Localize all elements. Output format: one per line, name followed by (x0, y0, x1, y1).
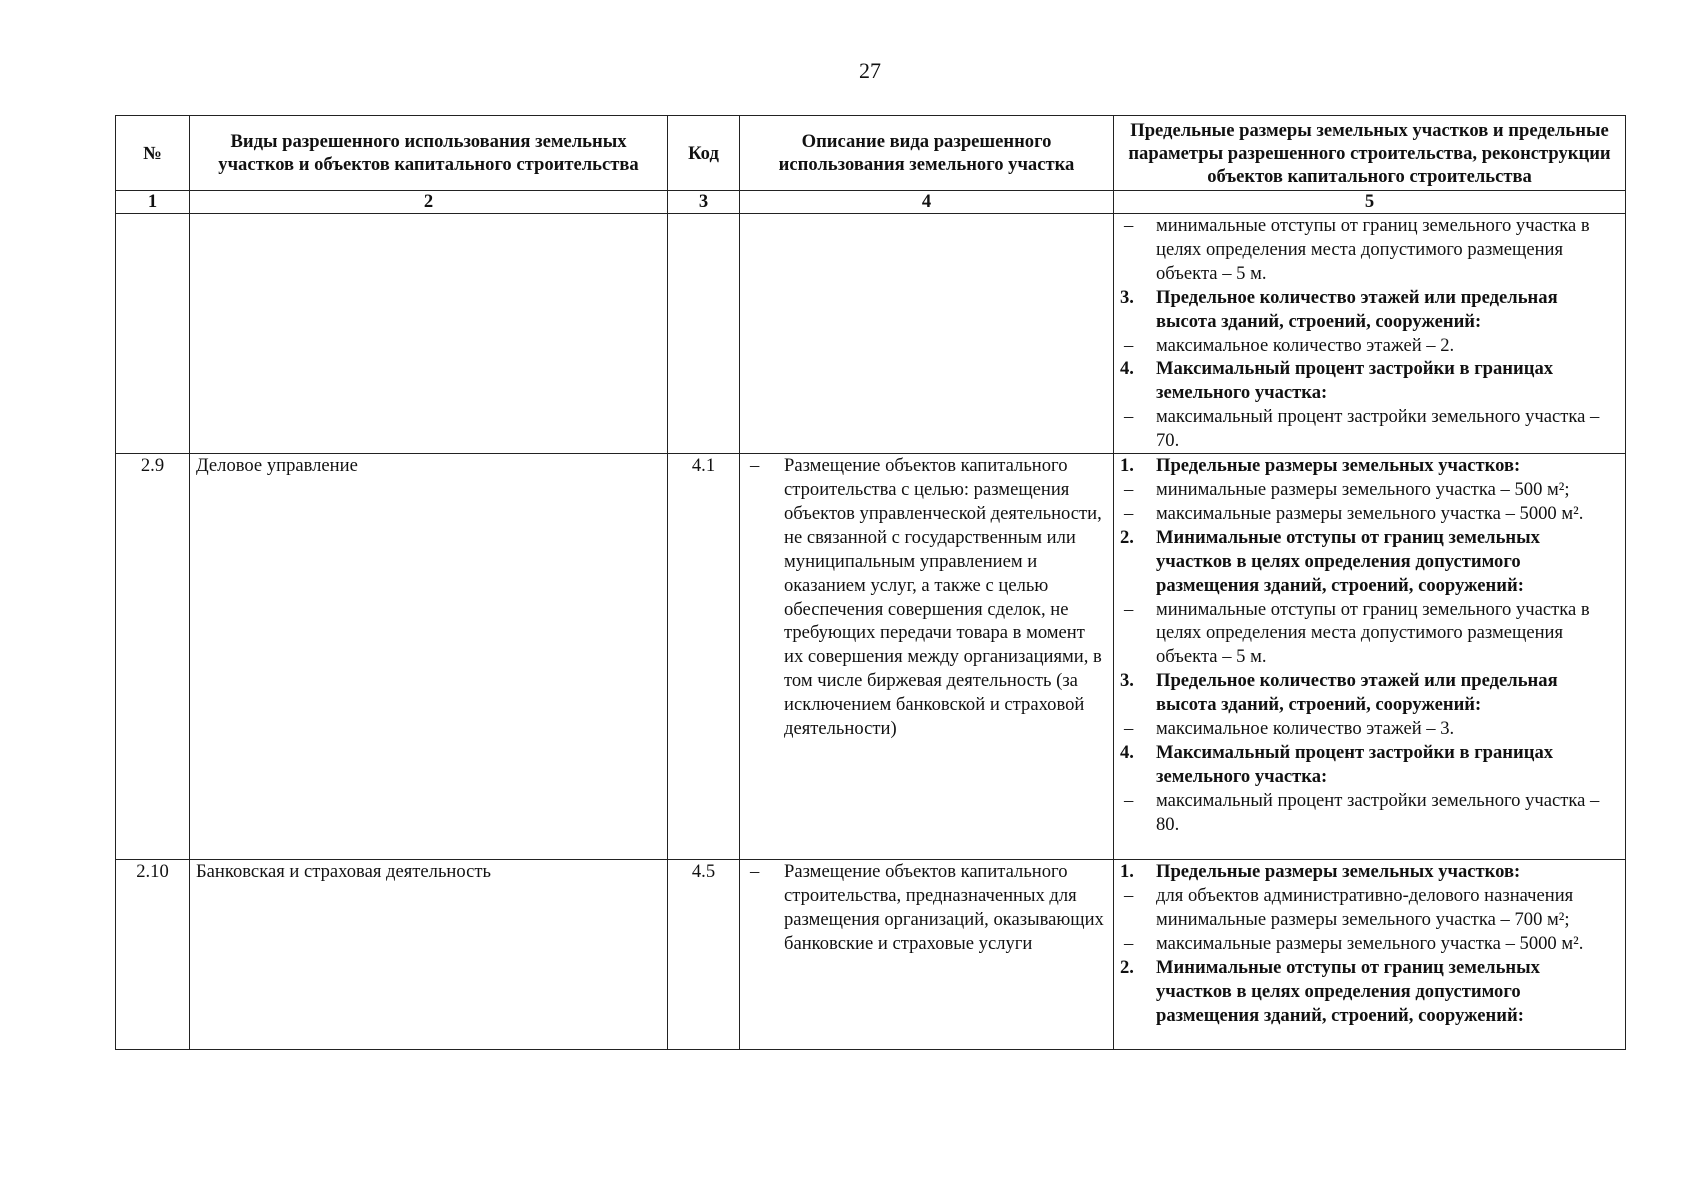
list-marker: – (1124, 598, 1134, 620)
list-marker: – (750, 455, 760, 477)
parameter-heading (1120, 669, 1619, 717)
parameter-item (1120, 502, 1619, 526)
parameter-item (1120, 598, 1619, 670)
list-text: Размещение объектов капитального строительства, предназначенных для размещения организаций, оказывающих банковские и страховые услуги (784, 861, 1104, 954)
row-code: 4.5 (668, 860, 740, 1050)
column-number: 1 (116, 191, 190, 214)
row-use-type: Деловое управление (190, 454, 668, 860)
row-description (740, 860, 1114, 1050)
list-text: Предельное количество этажей или предельная высота зданий, строений, сооружений: (1156, 286, 1558, 332)
list-text: Максимальный процент застройки в границах земельного участка: (1156, 741, 1554, 787)
list-marker: – (1124, 884, 1134, 906)
list-marker: 4. (1120, 741, 1134, 763)
list-text: максимальный процент застройки земельного участка – 70. (1156, 406, 1600, 452)
row-description (740, 214, 1114, 454)
header-code: Код (668, 116, 740, 191)
description-item (746, 860, 1107, 956)
parameter-item (1120, 884, 1619, 932)
list-marker: – (1124, 789, 1134, 811)
header-num: № (116, 116, 190, 191)
list-marker: – (1124, 502, 1134, 524)
list-text: максимальные размеры земельного участка – 5000 м². (1156, 502, 1584, 524)
list-marker: – (1124, 334, 1134, 356)
table-header-row (116, 116, 1626, 191)
list-marker: 3. (1120, 670, 1134, 692)
list-text: максимальный процент застройки земельного участка – 80. (1156, 789, 1600, 835)
list-marker: – (1124, 406, 1134, 428)
row-description (740, 454, 1114, 860)
header-types: Виды разрешенного использования земельных участков и объектов капитального строительства (190, 116, 668, 191)
column-number: 5 (1114, 191, 1626, 214)
list-text: Минимальные отступы от границ земельных участков в целях определения допустимого размещения зданий, строений, сооружений: (1156, 956, 1540, 1026)
column-number: 4 (740, 191, 1114, 214)
parameter-heading (1120, 526, 1619, 598)
parameter-heading (1120, 860, 1619, 884)
list-text: Предельные размеры земельных участков: (1156, 455, 1521, 477)
header-limits: Предельные размеры земельных участков и предельные параметры разрешенного строительства, реконструкции объектов капитального строительства (1114, 116, 1626, 191)
parameter-heading (1120, 741, 1619, 789)
table-row (116, 214, 1626, 454)
list-marker: 4. (1120, 358, 1134, 380)
parameter-heading (1120, 286, 1619, 334)
header-description: Описание вида разрешенного использования земельного участка (740, 116, 1114, 191)
list-marker: 2. (1120, 526, 1134, 548)
column-numbers-row (116, 191, 1626, 214)
list-text: для объектов административно-делового назначения минимальные размеры земельного участка – 700 м²; (1156, 884, 1574, 930)
row-use-type: Банковская и страховая деятельность (190, 860, 668, 1050)
parameter-heading (1120, 956, 1619, 1028)
zoning-regulations-table (115, 115, 1626, 1050)
list-marker: – (1124, 932, 1134, 954)
list-text: максимальное количество этажей – 3. (1156, 718, 1455, 740)
list-marker: – (1124, 718, 1134, 740)
row-number (116, 214, 190, 454)
parameter-item (1120, 478, 1619, 502)
table-row (116, 454, 1626, 860)
row-number: 2.9 (116, 454, 190, 860)
page-number: 27 (859, 58, 881, 83)
list-marker: 2. (1120, 956, 1134, 978)
row-number: 2.10 (116, 860, 190, 1050)
list-marker: – (750, 861, 760, 883)
list-text: минимальные отступы от границ земельного участка в целях определения места допустимого размещения объекта – 5 м. (1156, 215, 1590, 284)
list-text: минимальные размеры земельного участка – 500 м²; (1156, 478, 1570, 500)
row-parameters (1114, 454, 1626, 860)
column-number: 2 (190, 191, 668, 214)
parameter-heading (1120, 454, 1619, 478)
parameter-item (1120, 214, 1619, 286)
description-item (746, 454, 1107, 741)
row-parameters (1114, 860, 1626, 1050)
list-text: минимальные отступы от границ земельного участка в целях определения места допустимого размещения объекта – 5 м. (1156, 598, 1590, 668)
table-row (116, 860, 1626, 1050)
list-text: максимальные размеры земельного участка – 5000 м². (1156, 932, 1584, 954)
list-text: Размещение объектов капитального строительства с целью: размещения объектов управленческой деятельности, не связанной с государственным или муниципальным управлением и оказанием услуг, а также с целью обеспечения совершения сделок, не требующих передачи товара в момент их совершения между организациями, в том числе биржевая деятельность (за исключением банковской и страховой деятельности) (784, 455, 1102, 740)
list-text: Предельное количество этажей или предельная высота зданий, строений, сооружений: (1156, 670, 1558, 716)
row-code (668, 214, 740, 454)
list-marker: – (1124, 478, 1134, 500)
column-number: 3 (668, 191, 740, 214)
list-text: Минимальные отступы от границ земельных участков в целях определения допустимого размещения зданий, строений, сооружений: (1156, 526, 1540, 596)
list-text: Максимальный процент застройки в границах земельного участка: (1156, 358, 1554, 404)
parameter-item (1120, 717, 1619, 741)
list-marker: 3. (1120, 286, 1134, 308)
list-text: Предельные размеры земельных участков: (1156, 861, 1521, 883)
parameter-item (1120, 789, 1619, 837)
row-code: 4.1 (668, 454, 740, 860)
list-marker: 1. (1120, 455, 1134, 477)
row-parameters (1114, 214, 1626, 454)
parameter-item (1120, 932, 1619, 956)
list-marker: 1. (1120, 861, 1134, 883)
list-marker: – (1124, 215, 1134, 236)
parameter-heading (1120, 357, 1619, 405)
parameter-item (1120, 405, 1619, 453)
row-use-type (190, 214, 668, 454)
parameter-item (1120, 334, 1619, 358)
list-text: максимальное количество этажей – 2. (1156, 334, 1455, 356)
